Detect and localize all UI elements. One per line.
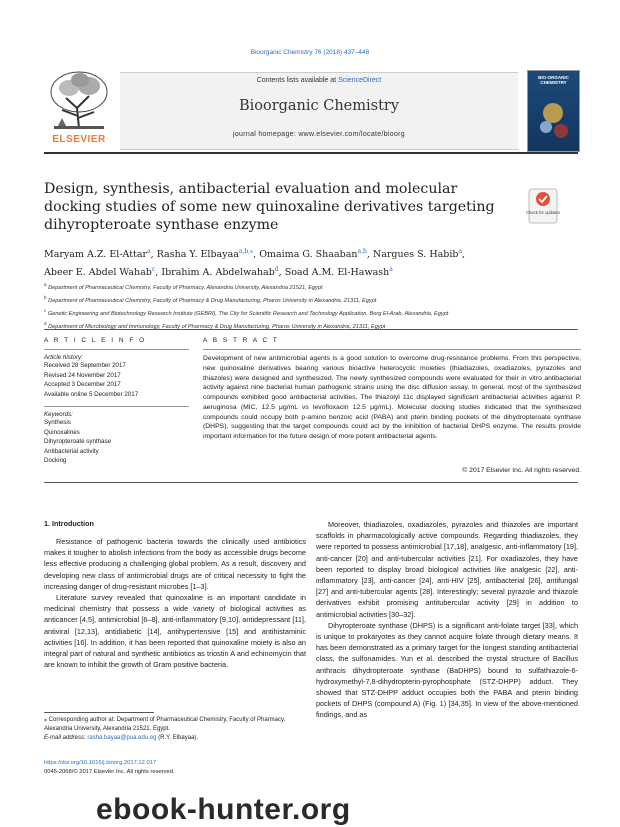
affiliation-text: Department of Pharmaceutical Chemistry, Faculty of Pharmacy, Alexandria University, Alexandria 21521, Egypt <box>48 284 323 291</box>
keyword-item: Docking <box>44 457 67 464</box>
affiliation-marker: c <box>44 307 47 313</box>
author-name[interactable]: Rasha Y. Elbayaa <box>156 249 239 261</box>
author-affiliation-marker[interactable]: d <box>274 266 279 274</box>
article-title: Design, synthesis, antibacterial evaluation and molecular docking studies of some new quinoxaline derivatives targeting dihyropteroate synthase enzyme <box>44 181 495 233</box>
sciencedirect-link[interactable]: ScienceDirect <box>338 77 382 84</box>
section-heading-introduction: 1. Introduction <box>44 519 94 528</box>
author-affiliation-marker[interactable]: a <box>389 266 393 274</box>
affiliation-list <box>44 280 578 331</box>
keyword-list <box>44 411 194 466</box>
history-item: Received 28 September 2017 <box>44 362 126 369</box>
email-suffix: (R.Y. Elbayaa). <box>156 734 199 741</box>
history-item: Revised 24 November 2017 <box>44 371 121 379</box>
affiliation-item <box>44 280 578 293</box>
author-affiliation-marker[interactable]: a <box>147 248 151 255</box>
contents-prefix: Contents lists available at <box>256 77 339 84</box>
abstract-bottom-divider <box>44 482 578 483</box>
body-column-left <box>44 536 306 670</box>
article-history <box>44 354 194 399</box>
affiliation-text: Department of Pharmaceutical Chemistry, Faculty of Pharmacy & Drug Manufacturing, Pharos University in Alexandria, 21311, Egypt <box>48 297 377 304</box>
author-affiliation-marker[interactable]: a,b,⁎ <box>238 248 254 255</box>
author-name[interactable]: Soad A.M. El-Hawash <box>284 267 390 279</box>
body-paragraph: Moreover, thiadiazoles, oxadiazoles, pyrazoles and thiazoles are important scaffolds in pharmacologically active compounds. Regarding thiadiazoles, they were reported to possess antimicrobial [17,18], analgesic, anti-inflammatory [19], anti-cancer [20] and anti-tubercular activities [21]. For oxadiazoles, they have been reported to display broad biological activities like analgesic [22], anti-inflammatory [23], anti-cancer [24], anti-HIV [25], antibacterial [26], antifungal [27] and anti-tubercular agents [28]. Interestingly; several pyrazole and thiazole derivatives exhibit promising antitubercular activity [29] in addition to antimicrobial activities [30–32]. <box>316 520 578 619</box>
affiliation-marker: d <box>44 320 47 326</box>
journal-homepage[interactable]: journal homepage: www.elsevier.com/locate/bioorg <box>233 131 405 138</box>
author-affiliation-marker[interactable]: a <box>458 248 463 255</box>
keywords-label: Keywords: <box>44 411 73 418</box>
abstract-heading: A B S T R A C T <box>203 337 279 344</box>
author-name[interactable]: Nargues S. Habib <box>372 249 459 261</box>
check-for-updates-icon[interactable] <box>528 188 558 224</box>
author-name[interactable]: Omaima G. Shaaban <box>259 249 358 261</box>
affiliation-item <box>44 306 578 319</box>
watermark-text: ebook-hunter.org <box>96 793 351 826</box>
keyword-item: Antibacterial activity <box>44 447 99 455</box>
body-paragraph: Dihyropteroate synthase (DHPS) is a significant anti-folate target [33], which is unique to prokaryotes as they cannot acquire folate through dietary means. It has been demonstrated as a primary target for the longest standing antibacterial class, the sulfonamides. Yun et al. described the crystal structure of Bacillus anthracis dihydropteroate synthase (BaDHPS) bound to sulfathiazole-6-hydroxymethyl-7,8-dihydropterin-pyrophosphate (STZ-DHPP) adduct. They showed that STZ-DHPP adduct occupies both the PABA and pterin binding pockets of DHPS (compound A) (Fig. 1) [34,35]. In view of the above-mentioned findings, and as <box>316 620 578 720</box>
check-for-updates-label: Check for updates <box>526 210 560 215</box>
affiliation-marker: b <box>44 294 47 300</box>
section-divider <box>44 329 578 330</box>
history-label: Article history: <box>44 354 83 361</box>
email-link[interactable]: rasha.bayaa@pua.edu.eg <box>87 734 157 741</box>
abstract-copyright: © 2017 Elsevier Inc. All rights reserved. <box>462 467 581 474</box>
corresponding-author-note: ⁎ Corresponding author at: Department of Pharmaceutical Chemistry, Faculty of Pharmacy, Alexandria University, Alexandria 21521, Egypt. <box>44 717 286 732</box>
abstract-rule <box>203 349 581 350</box>
footnote <box>44 716 304 742</box>
journal-name: Bioorganic Chemistry <box>238 98 400 114</box>
affiliation-marker: a <box>44 282 47 287</box>
footnote-rule <box>44 712 154 713</box>
author-affiliation-marker[interactable]: a,b <box>357 248 367 255</box>
body-column-right <box>316 519 578 721</box>
keyword-item: Dihyropteroate synthase <box>44 438 112 445</box>
author-list <box>44 244 578 280</box>
cover-artwork <box>534 97 572 143</box>
email-note <box>44 734 304 743</box>
author-affiliation-marker[interactable]: c <box>151 266 156 274</box>
affiliation-text: Genetic Engineering and Biotechnology Research Institute (GEBRI), The City for Scientific Research and Technology Application, Borg El-Arab, Alexandria, Egypt <box>47 310 449 317</box>
author-name[interactable]: Abeer E. Abdel Wahab <box>44 267 152 279</box>
email-label: E-mail address: <box>44 734 88 741</box>
body-paragraph: Literature survey revealed that quinoxaline is an important candidate in medicinal chemistry that possess a wide variety of biological activities as anticancer [4,5], antimicrobial [6–8], anti-inflammatory [9,10], antidepressant [11], antiviral [12,13], antidiabetic [14], antihypertensive [15] and antihistaminic activities [16]. In addition, it has been reported that quinoxaline moiety is also an integral part of natural and synthetic antibiotics as triostin A and echinomycin that are known to inhibit the growth of Gram positive bacteria. <box>44 593 306 670</box>
history-item: Available online 5 December 2017 <box>44 390 139 398</box>
keywords-rule <box>44 406 189 407</box>
affiliation-item <box>44 293 578 306</box>
keyword-item: Synthesis <box>44 419 71 426</box>
author-name[interactable]: Maryam A.Z. El-Attar <box>44 249 148 261</box>
journal-reference[interactable]: Bioorganic Chemistry 76 (2018) 437–448 <box>250 49 370 56</box>
article-info-heading: A R T I C L E I N F O <box>44 337 147 344</box>
contents-line <box>120 77 518 84</box>
cover-title: BIO-ORGANIC CHEMISTRY <box>538 75 569 86</box>
history-item: Accepted 3 December 2017 <box>44 381 121 388</box>
abstract-text: Development of new antimicrobial agents is a good solution to overcome drug-resistance problems. From this perspective, new quinoxaline derivatives bearing various bioactive heterocyclic moieties (thiadiazoles, oxadiazoles, pyrazoles and thiazoles) were designed and synthesized. The newly synthesized compounds were evaluated for their in vitro antibacterial activity against nine bacterial human pathogenic strains using the disc diffusion assay. In general, most of the synthesized compounds exhibited good antibacterial activities. The thiazolyl 11c displayed significant antibacterial activities against P. aeruginosa (MIC, 12.5 μg/mL vs levofloxacin 12.5 μg/mL). Molecular docking studies indicated that the synthesized compounds could occupy both p-amino benzoic acid (PABA) and pterin binding pockets of the dihydropteroate synthase (DHPS), suggesting that the target compounds could act by the inhibition of bacterial DHPS enzyme. The results provide important information for the future design of more potent antibacterial agents. <box>203 355 581 440</box>
affiliation-text: Department of Microbiology and Immunology, Faculty of Pharmacy & Drug Manufacturing, Pharos University in Alexandria, 21311, Egypt <box>48 323 386 330</box>
author-name[interactable]: Ibrahim A. Abdelwahab <box>161 267 275 279</box>
header-divider <box>44 152 578 154</box>
doi-link[interactable]: https://doi.org/10.1016/j.bioorg.2017.12.017 <box>44 760 157 766</box>
article-info-rule <box>44 349 189 350</box>
elsevier-wordmark[interactable]: ELSEVIER <box>52 134 106 145</box>
body-paragraph: Resistance of pathogenic bacteria towards the clinically used antibiotics makes it tougher to abolish infections from the body as accessible drugs become less effective producing a challenging global problem. As a result, discovery and developing new class of antimicrobial drugs are of critical necessity to fight the increasing danger of drug-resistant microbes [1–3]. <box>44 537 306 591</box>
author-line-1: Maryam A.Z. El-Attar$^a$, Rasha Y. Elbayaa$^{a,b,⁎}$, Omaima G. Shaaban$^{a,b}$, Nargues S. Habib$^a$, <box>44 248 466 261</box>
author-line-2: Abeer E. Abdel Wahab$^c$, Ibrahim A. Abdelwahab$^d$, Soad A.M. El-Hawash$^a$ <box>44 266 393 279</box>
journal-cover-image[interactable] <box>527 70 580 152</box>
issn-line: 0045-2068/© 2017 Elsevier Inc. All rights reserved. <box>44 769 175 775</box>
keyword-item: Quinoxalines <box>44 428 80 436</box>
